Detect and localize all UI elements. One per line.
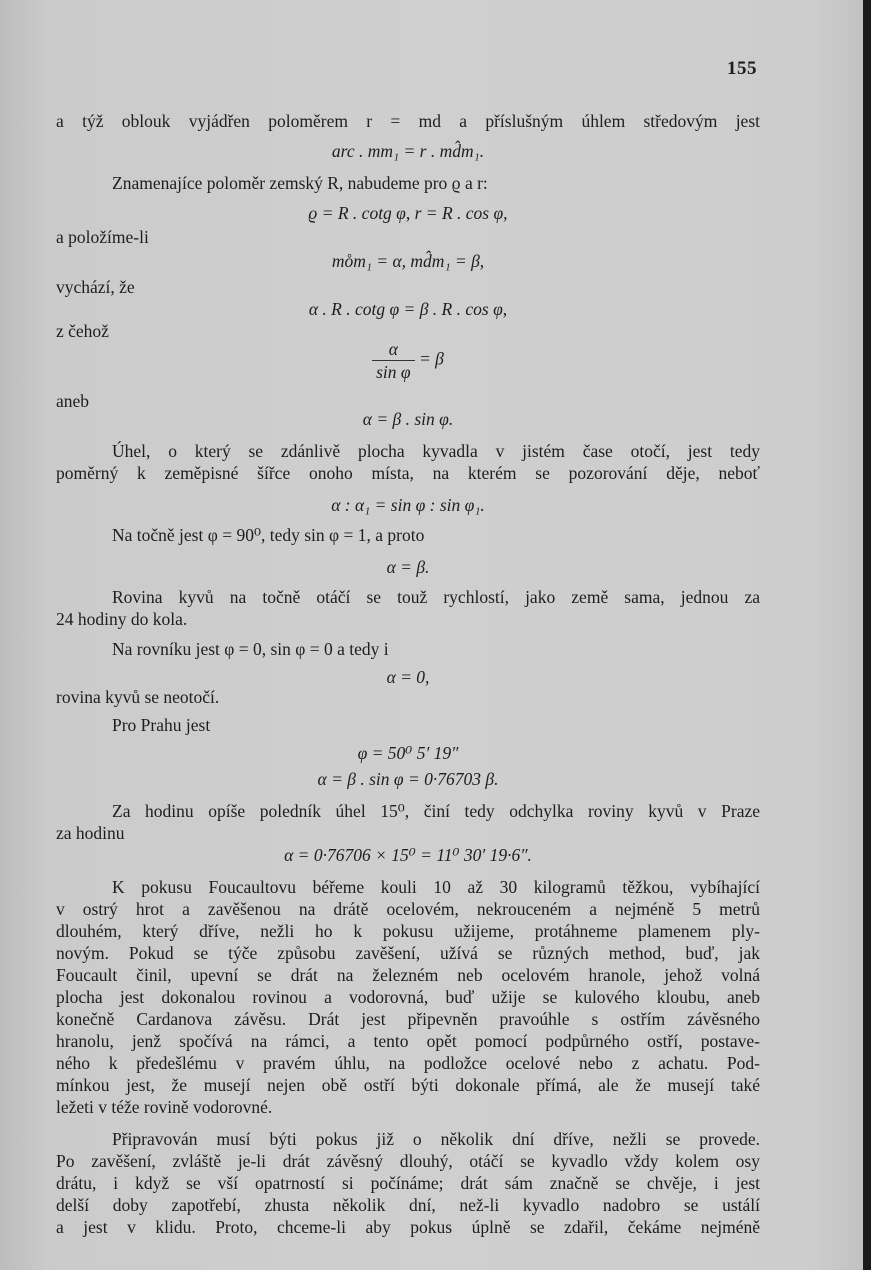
text-line: novým. Pokud se týče způsobu zavěšení, užívá se různých method, buď, jak: [56, 943, 760, 963]
equation: α = 0,: [386, 667, 430, 687]
equation: mo̊m₁ = α, md̂m₁ = β,: [331, 251, 485, 271]
page-edge-shadow: [863, 0, 871, 1270]
fraction-numerator: α: [372, 338, 414, 361]
text-line: poměrný k zeměpisné šířce onoho místa, na kterém se pozorování děje, neboť: [56, 463, 760, 483]
text-line: z čehož: [56, 321, 109, 341]
text-line: 24 hodiny do kola.: [56, 609, 188, 629]
text-line: vychází, že: [56, 277, 135, 297]
equation: α = β . sin φ.: [362, 409, 454, 429]
equation: α = β . sin φ = 0·76703 β.: [317, 769, 499, 789]
text-line: plocha jest dokonalou rovinou a vodorovná, buď užije se kulového kloubu, aneb: [56, 987, 760, 1007]
text-line: Pro Prahu jest: [112, 715, 211, 735]
text-line: konečně Cardanova závěsu. Drát jest připevněn pravoúhle s ostřím závěsného: [56, 1009, 760, 1029]
text-line: Úhel, o který se zdánlivě plocha kyvadla v jistém čase otočí, jest tedy: [112, 441, 760, 461]
text-line: a jest v klidu. Proto, chceme-li aby pokus úplně se zdařil, čekáme nejméně: [56, 1217, 760, 1237]
text-line: za hodinu: [56, 823, 125, 843]
equation: φ = 50⁰ 5′ 19″: [357, 743, 459, 763]
fraction-equation: [56, 338, 760, 383]
text-line: a položíme-li: [56, 227, 149, 247]
text-line: drátu, i když se vší opatrností si počínáme; drát sám značně se chvěje, i jest: [56, 1173, 760, 1193]
text-line: Foucault činil, upevní se drát na železném neb ocelovém hranole, jehož volná: [56, 965, 760, 985]
equation: arc . mm₁ = r . md̂m₁.: [331, 141, 485, 161]
text-line: mínkou jest, že musejí nejen obě ostří býti dokonale přímá, ale že musejí také: [56, 1075, 760, 1095]
equation: α = β.: [386, 557, 430, 577]
text-line: Na točně jest φ = 90⁰, tedy sin φ = 1, a proto: [112, 525, 425, 545]
text-line: Znamenajíce poloměr zemský R, nabudeme pro ϱ a r:: [112, 173, 488, 193]
equation: α = 0·76706 × 15⁰ = 11⁰ 30′ 19·6″.: [284, 845, 532, 865]
text-line: delší doby zapotřebí, zhusta několik dní, než-li kyvadlo nadobro se ustálí: [56, 1195, 760, 1215]
text-line: a týž oblouk vyjádřen poloměrem r = md a příslušným úhlem středovým jest: [56, 111, 760, 131]
text-line: ležeti v téže rovině vodorovné.: [56, 1097, 273, 1117]
equation: α . R . cotg φ = β . R . cos φ,: [308, 299, 508, 319]
text-line: Rovina kyvů na točně otáčí se touž rychlostí, jako země sama, jednou za: [112, 587, 760, 607]
text-line: Připravován musí býti pokus již o několik dní dříve, nežli se provede.: [112, 1129, 760, 1149]
fraction-denominator: sin φ: [376, 362, 411, 382]
text-line: ného k předešlému v pravém úhlu, na podložce ocelové nebo z achatu. Pod-: [56, 1053, 760, 1073]
text-line: Na rovníku jest φ = 0, sin φ = 0 a tedy i: [112, 639, 389, 659]
text-line: v ostrý hrot a zavěšenou na drátě ocelovém, nekrouceném a nejméně 5 metrů: [56, 899, 760, 919]
text-line: K pokusu Foucaultovu béřeme kouli 10 až 30 kilogramů těžkou, vybíhající: [112, 877, 760, 897]
text-line: Po zavěšení, zvláště je-li drát závěsný dlouhý, otáčí se kyvadlo vždy kolem osy: [56, 1151, 760, 1171]
text-line: Za hodinu opíše poledník úhel 15⁰, činí tedy odchylka roviny kyvů v Praze: [112, 801, 760, 821]
fraction: [372, 338, 414, 383]
text-line: dlouhém, který dříve, nežli ho k pokusu užijeme, protáhneme plamenem ply-: [56, 921, 760, 941]
equation: ϱ = R . cotg φ, r = R . cos φ,: [308, 203, 508, 223]
text-line: rovina kyvů se neotočí.: [56, 687, 220, 707]
equation: α : α₁ = sin φ : sin φ₁.: [331, 495, 485, 515]
page-number: 155: [727, 58, 757, 79]
text-line: aneb: [56, 391, 90, 411]
text-line: hranolu, jenž spočívá na rámci, a tento opět pomocí podpůrného ostří, postave-: [56, 1031, 760, 1051]
fraction-rhs: = β: [418, 348, 444, 369]
